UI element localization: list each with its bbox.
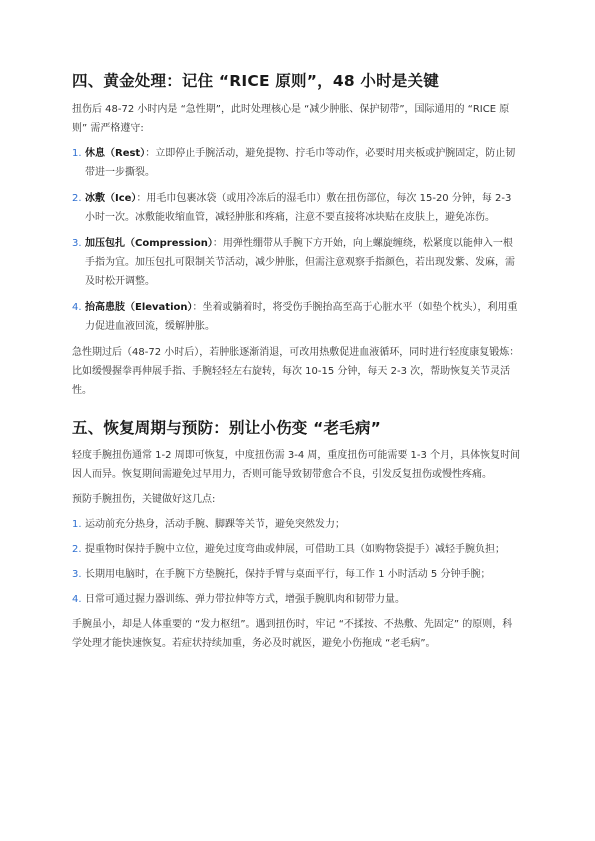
section4-after: 急性期过后（48-72 小时后），若肿胀逐渐消退，可改用热敷促进血液循环，同时进行轻度康复锻炼：比如缓慢握拳再伸展手指、手腕轻轻左右旋转，每次 10-15 分钟，每天 2-3 次，帮助恢复关节灵活性。 <box>72 347 520 396</box>
list-number: 3. <box>72 569 82 580</box>
list-number: 2. <box>72 544 82 555</box>
list-text: ：坐着或躺着时，将受伤手腕抬高至高于心脏水平（如垫个枕头），利用重力促进血液回流，缓解肿胀。 <box>85 302 518 332</box>
section5-conclusion: 手腕虽小，却是人体重要的 “发力枢纽”。遇到扭伤时，牢记 “不揉按、不热敷、先固定” 的原则，科学处理才能快速恢复。若症状持续加重，务必及时就医，避免小伤拖成 “老毛病”。 <box>72 619 513 649</box>
list-text: 日常可通过握力器训练、弹力带拉伸等方式，增强手腕肌肉和韧带力量。 <box>85 594 405 605</box>
rice-list <box>72 144 522 336</box>
list-item <box>72 298 522 336</box>
section4-intro: 扭伤后 48-72 小时内是 “急性期”，此时处理核心是 “减少肿胀、保护韧带”，国际通用的 “RICE 原则” 需严格遵守: <box>72 104 510 134</box>
list-term: 抬高患肢（Elevation） <box>85 302 193 313</box>
section-heading-recovery: 五、恢复周期与预防：别让小伤变 “老毛病” <box>72 419 381 437</box>
document-content <box>72 70 522 653</box>
list-text: 运动前充分热身，活动手腕、脚踝等关节，避免突然发力； <box>85 519 345 530</box>
list-number: 3. <box>72 238 82 249</box>
list-term: 加压包扎（Compression） <box>85 238 213 249</box>
list-term: 冰敷（Ice） <box>85 193 137 204</box>
list-number: 4. <box>72 594 82 605</box>
list-number: 1. <box>72 148 82 159</box>
list-item <box>72 144 522 182</box>
list-item <box>72 189 522 227</box>
section-heading-rice: 四、黄金处理：记住 “RICE 原则”，48 小时是关键 <box>72 72 439 90</box>
list-term: 休息（Rest） <box>85 148 146 159</box>
list-text: 长期用电脑时，在手腕下方垫腕托，保持手臂与桌面平行，每工作 1 小时活动 5 分钟手腕； <box>85 569 491 580</box>
list-number: 4. <box>72 302 82 313</box>
list-item <box>72 590 522 609</box>
list-item <box>72 234 522 291</box>
list-text: 提重物时保持手腕中立位，避免过度弯曲或伸展，可借助工具（如购物袋提手）减轻手腕负担； <box>85 544 505 555</box>
list-text: ：用毛巾包裹冰袋（或用冷冻后的湿毛巾）敷在扭伤部位，每次 15-20 分钟，每 2-3 小时一次。冰敷能收缩血管，减轻肿胀和疼痛，注意不要直接将冰块贴在皮肤上，避免冻伤。 <box>85 193 512 223</box>
list-text: ：立即停止手腕活动，避免提物、拧毛巾等动作，必要时用夹板或护腕固定，防止韧带进一步撕裂。 <box>85 148 516 178</box>
list-number: 2. <box>72 193 82 204</box>
list-item <box>72 515 522 534</box>
section5-para2: 预防手腕扭伤，关键做好这几点: <box>72 494 216 505</box>
list-item <box>72 565 522 584</box>
list-item <box>72 540 522 559</box>
prevention-list <box>72 515 522 609</box>
section5-para1: 轻度手腕扭伤通常 1-2 周即可恢复，中度扭伤需 3-4 周，重度扭伤可能需要 1-3 个月，具体恢复时间因人而异。恢复期间需避免过早用力，否则可能导致韧带愈合不良，引发反复扭伤或慢性疼痛。 <box>72 450 521 480</box>
list-text: ：用弹性绷带从手腕下方开始，向上螺旋缠绕，松紧度以能伸入一根手指为宜。加压包扎可限制关节活动，减少肿胀，但需注意观察手指颜色，若出现发紫、发麻，需及时松开调整。 <box>85 238 515 287</box>
list-number: 1. <box>72 519 82 530</box>
